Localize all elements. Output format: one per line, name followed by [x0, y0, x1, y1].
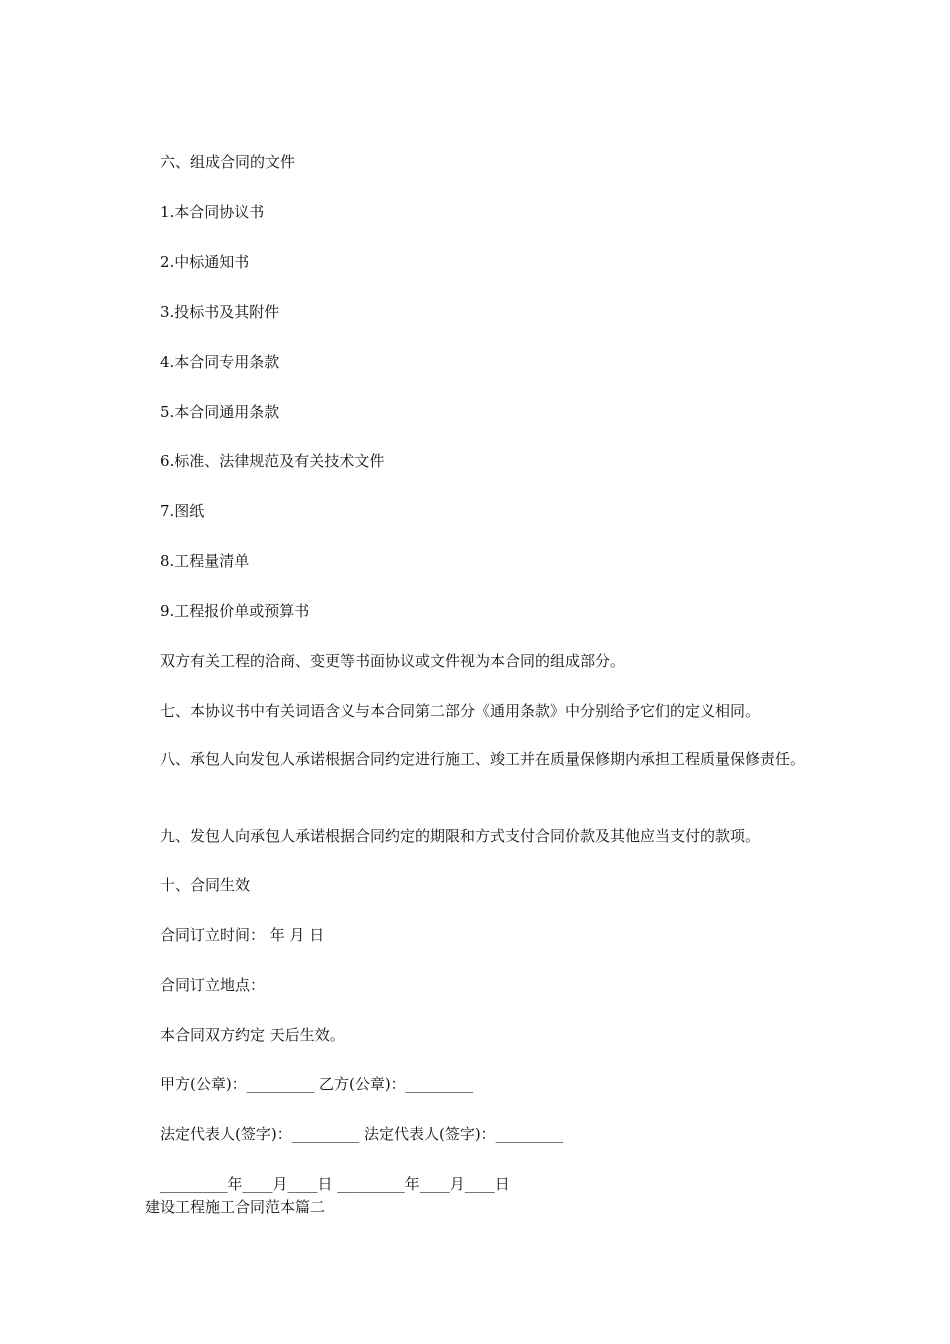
section10-heading: 十、合同生效 [160, 876, 251, 894]
seal-line: 甲方(公章)：_________ 乙方(公章)：_________ [160, 1075, 474, 1093]
sign-place-line: 合同订立地点： [160, 976, 266, 994]
list-item: 4.本合同专用条款 [160, 353, 280, 371]
list-item: 5.本合同通用条款 [160, 403, 280, 421]
effective-line: 本合同双方约定 天后生效。 [160, 1026, 345, 1044]
supplement-paragraph: 双方有关工程的洽商、变更等书面协议或文件视为本合同的组成部分。 [160, 652, 626, 670]
representative-line: 法定代表人(签字)：_________ 法定代表人(签字)：_________ [160, 1125, 564, 1143]
section7-paragraph: 七、本协议书中有关词语含义与本合同第二部分《通用条款》中分别给予它们的定义相同。 [160, 702, 761, 720]
list-item: 6.标准、法律规范及有关技术文件 [160, 452, 385, 470]
list-item: 9.工程报价单或预算书 [160, 602, 310, 620]
section8-paragraph: 八、承包人向发包人承诺根据合同约定进行施工、竣工并在质量保修期内承担工程质量保修责任。 [160, 750, 806, 768]
sign-time-line: 合同订立时间： 年 月 日 [160, 926, 325, 944]
section6-heading: 六、组成合同的文件 [160, 153, 296, 171]
list-item: 2.中标通知书 [160, 253, 250, 271]
list-item: 8.工程量清单 [160, 552, 250, 570]
date-line: _________年____月____日 _________年____月____日 [160, 1175, 510, 1193]
section9-paragraph: 九、发包人向承包人承诺根据合同约定的期限和方式支付合同价款及其他应当支付的款项。 [160, 827, 761, 845]
list-item: 7.图纸 [160, 502, 205, 520]
list-item: 3.投标书及其附件 [160, 303, 280, 321]
next-section-title: 建设工程施工合同范本篇二 [145, 1198, 326, 1216]
list-item: 1.本合同协议书 [160, 203, 265, 221]
